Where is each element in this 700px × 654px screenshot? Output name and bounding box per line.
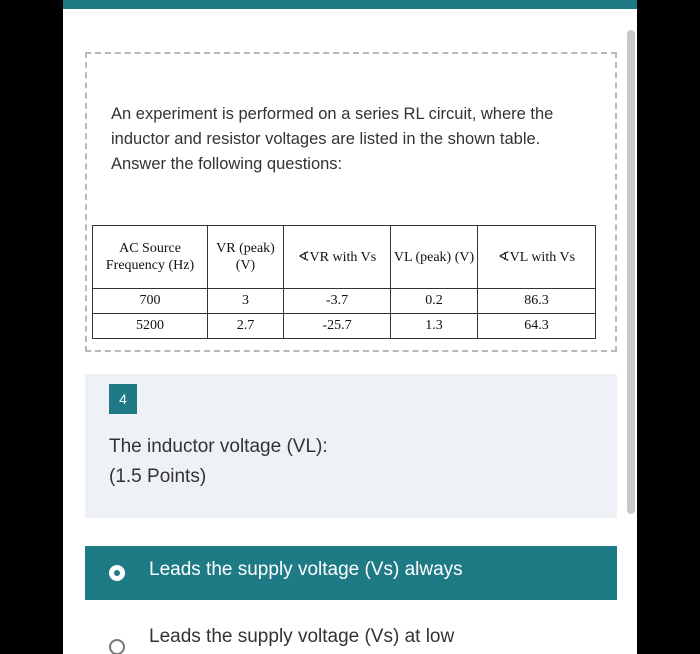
option-label: Leads the supply voltage (Vs) always (149, 559, 463, 580)
column-header-vl-angle: ∢VL with Vs (478, 226, 596, 289)
column-header-frequency: AC Source Frequency (Hz) (93, 226, 208, 289)
question-description: An experiment is performed on a series RL circuit, where the inductor and resistor voltages are listed in the shown table. Answer the following questions: (111, 105, 554, 173)
answer-option-selected[interactable] (85, 546, 617, 600)
question-number-badge: 4 (109, 384, 137, 414)
table-cell: 700 (93, 289, 208, 314)
column-header-vr-peak: VR (peak) (V) (208, 226, 284, 289)
radio-selected-icon[interactable] (109, 565, 125, 581)
question-card (85, 374, 617, 518)
table-header-row (93, 226, 596, 289)
table-row (93, 289, 596, 314)
question-title: The inductor voltage (VL): (109, 436, 328, 457)
table-cell: 64.3 (478, 314, 596, 339)
table-cell: 5200 (93, 314, 208, 339)
table-row (93, 314, 596, 339)
table-cell: 0.2 (391, 289, 478, 314)
table-cell: -25.7 (284, 314, 391, 339)
column-header-vr-angle: ∢VR with Vs (284, 226, 391, 289)
table-cell: 1.3 (391, 314, 478, 339)
form-page (63, 0, 637, 654)
table-cell: 3 (208, 289, 284, 314)
question-description-block (85, 52, 617, 352)
table-cell: 86.3 (478, 289, 596, 314)
option-label: Leads the supply voltage (Vs) at low (149, 626, 455, 647)
question-points: (1.5 Points) (109, 466, 207, 487)
radio-unselected-icon[interactable] (109, 639, 125, 654)
table-cell: -3.7 (284, 289, 391, 314)
column-header-vl-peak: VL (peak) (V) (391, 226, 478, 289)
data-table (92, 225, 596, 339)
table-cell: 2.7 (208, 314, 284, 339)
scrollbar[interactable] (627, 30, 635, 514)
answer-option[interactable] (85, 616, 617, 654)
top-accent-bar (63, 0, 637, 9)
